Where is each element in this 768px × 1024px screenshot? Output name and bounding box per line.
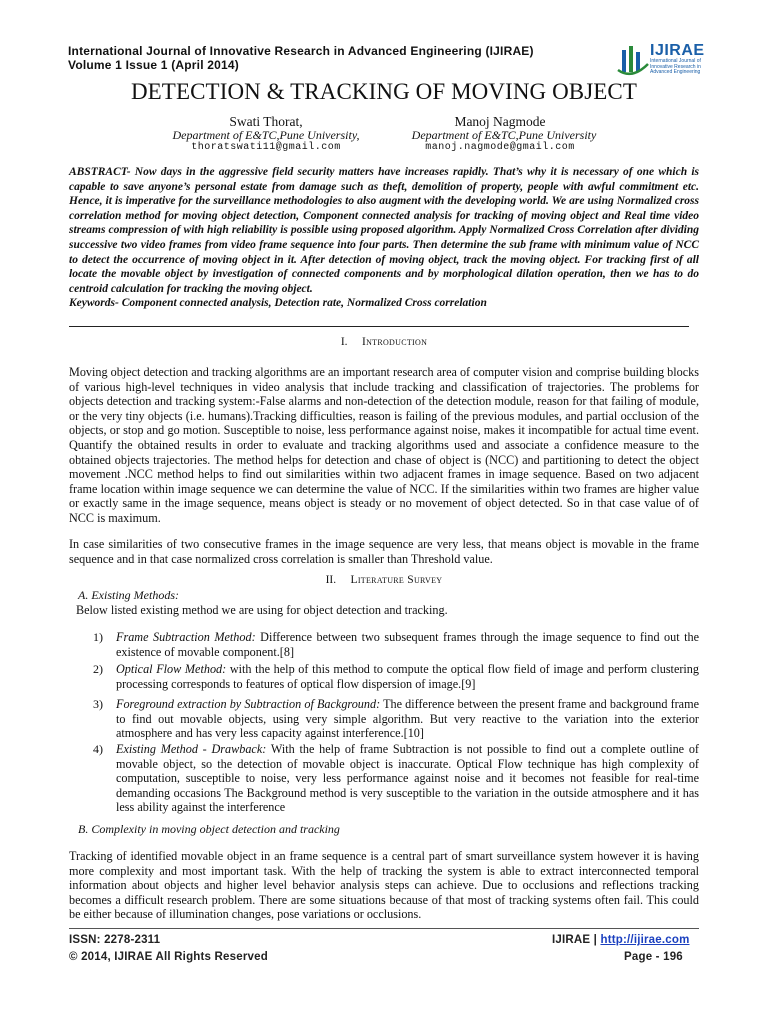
footer-copyright: © 2014, IJIRAE All Rights Reserved <box>69 951 268 963</box>
section-heading-literature-survey <box>0 574 768 586</box>
author-email-2[interactable]: manoj.nagmode@gmail.com <box>425 142 575 153</box>
introduction-paragraph-2: In case similarities of two consecutive frames in the image sequence are very less, that means object is movable in the frame sequence and in that case normalized cross correlation is smaller than Threshold value. <box>69 537 699 566</box>
journal-website-link[interactable]: http://ijirae.com <box>600 934 690 946</box>
list-item <box>116 697 699 741</box>
author-email-1[interactable]: thoratswati11@gmail.com <box>191 142 341 153</box>
journal-name: International Journal of Innovative Research in Advanced Engineering (IJIRAE) <box>68 44 534 58</box>
list-item-number: 1) <box>93 630 103 644</box>
list-item <box>116 662 699 691</box>
section-number: II. <box>325 574 337 586</box>
list-item-title: Optical Flow Method: <box>116 662 227 676</box>
existing-methods-intro: Below listed existing method we are using for object detection and tracking. <box>76 603 448 617</box>
logo-text: IJIRAE <box>650 42 705 59</box>
footer-issn: ISSN: 2278-2311 <box>69 934 161 946</box>
author-name-1: Swati Thorat, <box>229 114 303 129</box>
list-item-text: The difference between the present frame and background frame to find out movable objects, using very simple algorithm. But very reactive to the variation into the exterior atmosphere and has very less capacity against interference.[10] <box>116 697 699 741</box>
footer-brand <box>552 934 690 946</box>
footer-brand-label: IJIRAE | <box>552 934 601 946</box>
section-number: I. <box>340 336 348 348</box>
section-title: Literature Survey <box>350 574 443 586</box>
list-item-text: Difference between two subsequent frames through the image sequence to find out the existence of movable component.[8] <box>116 630 699 659</box>
complexity-paragraph: Tracking of identified movable object in an frame sequence is a central part of smart surveillance system however it is having more complexity and most important task. With the help of tracking the system is able to extract interconnected temporal information about objects and higher level behavior analysis steps can achieve. Due to occlusions and reflections tracking becomes a difficult research problem. There are some situations because of that most of tracking systems often fail. This could be either because of illumination changes, pose variations or occlusions. <box>69 849 699 922</box>
list-item-title: Frame Subtraction Method: <box>116 630 256 644</box>
author-name-2: Manoj Nagmode <box>454 114 546 129</box>
abstract-divider <box>69 326 689 327</box>
journal-logo <box>616 40 706 80</box>
abstract-text: ABSTRACT- Now days in the aggressive field security matters have increases rapidly. That’s why it is necessary of one which is capable to save anyone’s personal estate from damage such as theft, demolition of property, people with awful commitment etc. Hence, it is imperative for the surveillance methodologies to also augment with the developing world. We are using Normalized cross correlation method for moving object detection, Component connected analysis for tracking of moving object and Real time video streams compression of with high reliability is possible using proposed algorithm. Apply Normalized Cross Correlation after dividing successive two video frames from video frame sequence into four parts. Then determine the sub frame with minimum value of NCC to detect the occurrence of moving object in it. After detection of moving object, track the moving object. For tracking first of all locate the movable object by investigation of connected components and by morphological dilation operation, then we has to do centroid calculation for tracking the moving object. <box>69 166 699 295</box>
list-item-text: With the help of frame Subtraction is not possible to find out a complete outline of movable object, so the detection of movable object is inaccurate. Optical Flow technique has high complexity of computation, susceptible to noise, very less performance against noise and it becomes not feasible for real-time demanding occasions The Background method is very susceptible to the variation in the outside atmosphere and it has less ability against the interference <box>116 742 699 815</box>
list-item-title: Foreground extraction by Subtraction of Background: <box>116 697 381 711</box>
introduction-paragraph-1: Moving object detection and tracking algorithms are an important research area of computer vision and comprise building blocks of various high-level techniques in video analysis that include tracking and classification of trajectories. The problems for objects detection and tracking system:-False alarms and non-detection of the detection module, reason for that failing of module, or the very tiny objects (i.e. humans).Tracking difficulties, reason is failing of the previous modules, and partial occlusion of the objects, or stop and go motion. Susceptible to noise, less performance against noise, makes it incompatible for actual time event. Quantify the obtained results in order to evaluate and tracking algorithms used and associate a confidence measure to the obtained objects trajectories. The method helps for detection and chase of object is (NCC) and partitioning to detect the object movement .NCC method helps to find out similarities within two adjacent frames in image sequence. Based on two adjacent frame location within image sequence we can determine the value of NCC. If the similarities within two frames are higher value or exactly same in the image sequence, means object is steady or no movement of object detected. So in that case value of of NCC is maximum. <box>69 365 699 525</box>
list-item-text: with the help of this method to compute the optical flow field of image and perform clustering processing corresponds to features of optical flow dispersion of image.[9] <box>116 662 699 691</box>
footer-divider <box>69 928 699 929</box>
list-item <box>116 630 699 659</box>
author-department-2: Department of E&TC,Pune University <box>411 128 597 142</box>
list-item-number: 2) <box>93 662 103 676</box>
list-item-number: 3) <box>93 697 103 711</box>
paper-title: DETECTION & TRACKING OF MOVING OBJECT <box>130 79 638 104</box>
section-heading-introduction <box>0 336 768 348</box>
keywords: Keywords- Component connected analysis, Detection rate, Normalized Cross correlation <box>69 297 487 310</box>
volume-issue: Volume 1 Issue 1 (April 2014) <box>68 58 239 72</box>
list-item-number: 4) <box>93 742 103 756</box>
page-number: Page - 196 <box>624 951 683 963</box>
subsection-heading-complexity: B. Complexity in moving object detection and tracking <box>78 822 340 836</box>
logo-subtext: International Journal of Innovative Research in Advanced Engineering <box>650 58 701 75</box>
author-department-1: Department of E&TC,Pune University, <box>172 128 360 142</box>
list-item-title: Existing Method - Drawback: <box>116 742 267 756</box>
abstract <box>69 165 699 311</box>
list-item <box>116 742 699 815</box>
subsection-heading-existing-methods: A. Existing Methods: <box>78 588 179 602</box>
section-title: Introduction <box>361 336 428 348</box>
logo-swoosh-icon <box>616 40 650 80</box>
